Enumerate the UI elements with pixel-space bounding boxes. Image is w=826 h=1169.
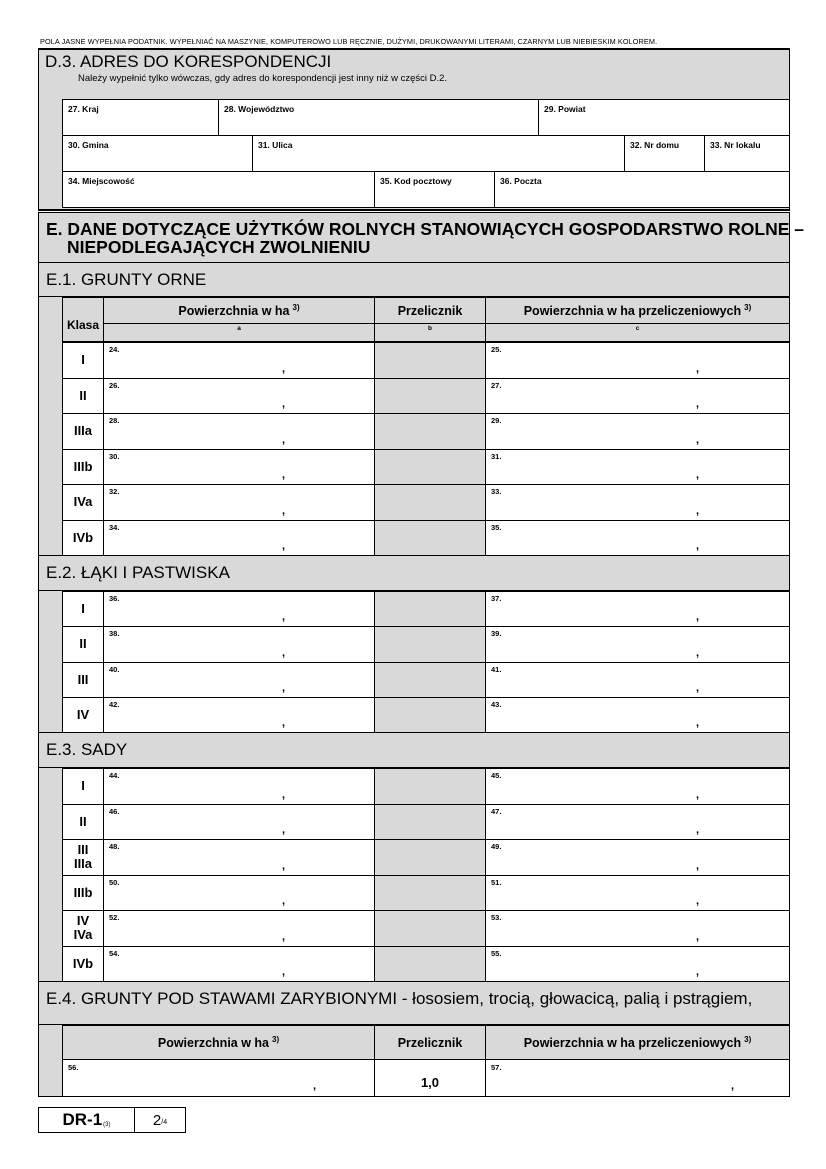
decimal-comma: , — [282, 504, 286, 517]
decimal-comma: , — [696, 788, 700, 801]
converter-cell — [374, 839, 486, 876]
converter-cell — [374, 591, 486, 627]
decimal-comma: , — [696, 398, 700, 410]
apartment-number-field[interactable]: 33. Nr lokalu — [704, 135, 790, 172]
converted-area-input[interactable]: 29. , — [485, 413, 790, 450]
decimal-comma: , — [696, 966, 700, 978]
converter-cell — [374, 449, 486, 486]
class-cell: IVa — [62, 484, 104, 521]
area-input[interactable]: 24. , — [103, 342, 375, 379]
class-cell: II — [62, 626, 104, 662]
decimal-comma: , — [282, 966, 286, 978]
e4-converted-area-header: Powierzchnia w ha przeliczeniowych $^{3)}$ — [485, 1025, 790, 1060]
converter-cell — [374, 910, 486, 947]
area-input[interactable]: 40. , — [103, 662, 375, 698]
voivodeship-field[interactable]: 28. Województwo — [218, 99, 539, 136]
e4-area-header: Powierzchnia w ha $^{3)}$ — [62, 1025, 375, 1060]
class-cell: III — [62, 662, 104, 698]
d3-note: Należy wypełnić tylko wówczas, gdy adres do korespondencji jest inny niż w części D.2. — [78, 73, 448, 84]
converted-area-input[interactable]: 35. , — [485, 520, 790, 557]
decimal-comma: , — [696, 469, 700, 481]
converted-area-input[interactable]: 31. , — [485, 449, 790, 486]
area-input[interactable]: 28. , — [103, 413, 375, 450]
e1-title: E.1. GRUNTY ORNE — [46, 270, 207, 289]
converter-cell — [374, 520, 486, 557]
class-cell: I — [62, 768, 104, 805]
decimal-comma: , — [282, 895, 286, 907]
area-input[interactable]: 26. , — [103, 378, 375, 415]
column-b-label: b — [374, 323, 486, 342]
decimal-comma: , — [696, 611, 700, 624]
converted-area-input[interactable]: 51. , — [485, 875, 790, 912]
decimal-comma: , — [282, 681, 286, 694]
converted-area-input[interactable]: 45. , — [485, 768, 790, 805]
area-input[interactable]: 30. , — [103, 449, 375, 486]
field-56-input[interactable]: 56. , — [62, 1059, 375, 1097]
area-input[interactable]: 42. , — [103, 697, 375, 733]
class-cell: IV — [62, 697, 104, 733]
converter-cell — [374, 875, 486, 912]
decimal-comma: , — [696, 362, 700, 375]
decimal-comma: , — [282, 611, 286, 624]
area-input[interactable]: 52. , — [103, 910, 375, 947]
e3-divider-top — [38, 732, 790, 733]
area-input[interactable]: 54. , — [103, 946, 375, 983]
form-id-box: DR-1 (3) — [38, 1107, 135, 1133]
area-input[interactable]: 44. , — [103, 768, 375, 805]
class-cell: II — [62, 804, 104, 841]
area-input[interactable]: 36. , — [103, 591, 375, 627]
class-cell: IV IVa — [62, 910, 104, 947]
converter-cell — [374, 626, 486, 662]
decimal-comma: , — [696, 540, 700, 552]
e-title-divider — [38, 262, 790, 263]
decimal-comma: , — [282, 930, 286, 943]
area-header: Powierzchnia w ha $^{3)}$ — [103, 297, 375, 324]
e3-title: E.3. SADY — [46, 740, 128, 759]
decimal-comma: , — [313, 1080, 317, 1092]
class-cell: I — [62, 342, 104, 379]
converted-area-input[interactable]: 41. , — [485, 662, 790, 698]
area-input[interactable]: 32. , — [103, 484, 375, 521]
postal-code-field[interactable]: 35. Kod pocztowy — [374, 171, 495, 208]
converted-area-input[interactable]: 37. , — [485, 591, 790, 627]
house-number-field[interactable]: 32. Nr domu — [624, 135, 705, 172]
converted-area-input[interactable]: 39. , — [485, 626, 790, 662]
converter-cell — [374, 946, 486, 983]
city-field[interactable]: 34. Miejscowość — [62, 171, 375, 208]
decimal-comma: , — [282, 824, 286, 836]
area-input[interactable]: 34. , — [103, 520, 375, 557]
converted-area-header: Powierzchnia w ha przeliczeniowych $^{3)}$ — [485, 297, 790, 324]
decimal-comma: , — [282, 788, 286, 801]
decimal-comma: , — [696, 681, 700, 694]
top-instruction: POLA JASNE WYPEŁNIA PODATNIK. WYPEŁNIAĆ NA MASZYNIE, KOMPUTEROWO LUB RĘCZNIE, DUŻYMI, DRUKOWANYMI LITERAMI, CZARNYM LUB NIEBIESKIM KOLOREM. — [40, 37, 658, 46]
decimal-comma: , — [282, 859, 286, 872]
decimal-comma: , — [696, 646, 700, 659]
decimal-comma: , — [282, 469, 286, 481]
e2-divider-top — [38, 555, 790, 556]
area-input[interactable]: 48. , — [103, 839, 375, 876]
decimal-comma: , — [696, 824, 700, 836]
class-cell: IIIb — [62, 875, 104, 912]
converted-area-input[interactable]: 49. , — [485, 839, 790, 876]
post-office-field[interactable]: 36. Poczta — [494, 171, 790, 208]
converted-area-input[interactable]: 27. , — [485, 378, 790, 415]
converter-cell — [374, 804, 486, 841]
class-cell: III IIIa — [62, 839, 104, 876]
converted-area-input[interactable]: 33. , — [485, 484, 790, 521]
converted-area-input[interactable]: 55. , — [485, 946, 790, 983]
converted-area-input[interactable]: 25. , — [485, 342, 790, 379]
decimal-comma: , — [696, 859, 700, 872]
page-number-box: 2 /4 — [134, 1107, 186, 1133]
decimal-comma: , — [696, 717, 700, 729]
converted-area-input[interactable]: 47. , — [485, 804, 790, 841]
column-c-label: c — [485, 323, 790, 342]
decimal-comma: , — [282, 646, 286, 659]
converter-cell — [374, 768, 486, 805]
decimal-comma: , — [282, 362, 286, 375]
e4-title: E.4. GRUNTY POD STAWAMI ZARYBIONYMI - łososiem, trocią, głowacicą, palią i pstrągiem, — [46, 989, 753, 1008]
commune-field[interactable]: 30. Gmina — [62, 135, 253, 172]
converter-header: Przelicznik — [374, 297, 486, 324]
converter-cell — [374, 697, 486, 733]
e4-converter-header: Przelicznik — [374, 1025, 486, 1060]
e-title: E. DANE DOTYCZĄCE UŻYTKÓW ROLNYCH STANOWIĄCYCH GOSPODARSTWO ROLNE – NIEPODLEGAJĄCYCH ZWOLNIENIU — [46, 219, 805, 257]
country-field[interactable]: 27. Kraj — [62, 99, 219, 136]
converted-area-input[interactable]: 43. , — [485, 697, 790, 733]
decimal-comma: , — [696, 930, 700, 943]
class-cell: II — [62, 378, 104, 415]
class-cell: IIIb — [62, 449, 104, 486]
klasa-header: Klasa — [62, 297, 104, 342]
decimal-comma: , — [696, 433, 700, 446]
decimal-comma: , — [731, 1080, 735, 1092]
decimal-comma: , — [282, 540, 286, 552]
area-input[interactable]: 50. , — [103, 875, 375, 912]
decimal-comma: , — [282, 398, 286, 410]
decimal-comma: , — [282, 717, 286, 729]
decimal-comma: , — [696, 504, 700, 517]
converter-cell — [374, 413, 486, 450]
class-cell: IVb — [62, 946, 104, 983]
d3-title: D.3. ADRES DO KORESPONDENCJI — [45, 52, 332, 71]
converter-cell — [374, 484, 486, 521]
county-field[interactable]: 29. Powiat — [538, 99, 790, 136]
converted-area-input[interactable]: 53. , — [485, 910, 790, 947]
e2-title: E.2. ŁĄKI I PASTWISKA — [46, 563, 230, 582]
class-cell: IVb — [62, 520, 104, 557]
converter-cell — [374, 342, 486, 379]
decimal-comma: , — [696, 895, 700, 907]
class-cell: I — [62, 591, 104, 627]
decimal-comma: , — [282, 433, 286, 446]
e4-divider-top — [38, 981, 790, 982]
converter-cell — [374, 662, 486, 698]
class-cell: IIIa — [62, 413, 104, 450]
area-input[interactable]: 38. , — [103, 626, 375, 662]
area-input[interactable]: 46. , — [103, 804, 375, 841]
field-57-input[interactable]: 57. , — [485, 1059, 790, 1097]
column-a-label: a — [103, 323, 375, 342]
street-field[interactable]: 31. Ulica — [252, 135, 625, 172]
converter-cell — [374, 378, 486, 415]
converter-value: 1,0 — [374, 1059, 486, 1097]
